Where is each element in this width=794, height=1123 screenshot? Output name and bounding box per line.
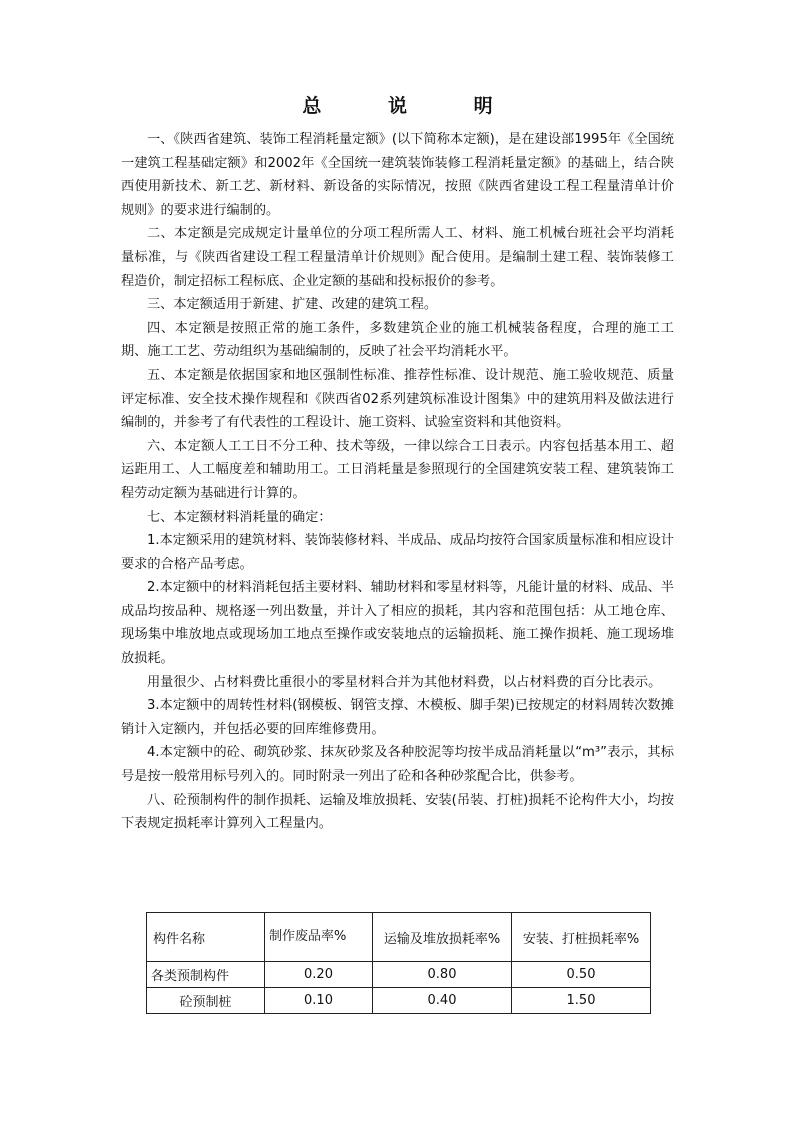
paragraph-7-4: 4.本定额中的砼、砌筑砂浆、抹灰砂浆及各种胶泥等均按半成品消耗量以“m³”表示，其标号是按一般常用标号列入的。同时附录一列出了砼和各种砂浆配合比，供参考。 [121, 745, 674, 785]
paragraph-4: 四、本定额是按照正常的施工条件，多数建筑企业的施工机械装备程度，合理的施工工期、施工工艺、劳动组织为基础编制的，反映了社会平均消耗水平。 [121, 320, 674, 360]
row-component-name: 各类预制构件 [147, 962, 265, 988]
row-install-loss: 1.50 [512, 988, 651, 1014]
paragraph-1: 一、《陕西省建筑、装饰工程消耗量定额》(以下简称本定额)，是在建设部1995年《全国统一建筑工程基础定额》和2002年《全国统一建筑装饰装修工程消耗量定额》的基础上，结合陕西使用新技术、新工艺、新材料、新设备的实际情况，按照《陕西省建设工程工程量清单计价规则》的要求进行编制的。 [121, 132, 674, 218]
table-row [147, 988, 651, 1014]
header-component-name: 构件名称 [147, 913, 265, 962]
paragraph-7-2-note: 用量很少、占材料费比重很小的零星材料合并为其他材料费，以占材料费的百分比表示。 [147, 674, 662, 690]
row-component-name: 砼预制桩 [147, 988, 265, 1014]
header-fabrication-loss: 制作废品率% [265, 913, 373, 962]
paragraph-7-1: 1.本定额采用的建筑材料、装饰装修材料、半成品、成品均按符合国家质量标准和相应设计要求的合格产品考虑。 [121, 533, 674, 572]
header-transport-loss: 运输及堆放损耗率% [373, 913, 512, 962]
paragraph-7: 七、本定额材料消耗量的确定： [147, 509, 332, 525]
paragraph-5: 五、本定额是依据国家和地区强制性标准、推荐性标准、设计规范、施工验收规范、质量评定标准、安全技术操作规程和《陕西省02系列建筑标准设计图集》中的建筑用料及做法进行编制的，并参考了有代表性的工程设计、施工资料、试验室资料和其他资料。 [121, 367, 674, 431]
paragraph-7-2: 2.本定额中的材料消耗包括主要材料、辅助材料和零星材料等，凡能计量的材料、成品、半成品均按品种、规格逐一列出数量，并计入了相应的损耗，其内容和范围包括：从工地仓库、现场集中堆放地点或现场加工地点至操作或安装地点的运输损耗、施工操作损耗、施工现场堆放损耗。 [121, 580, 674, 667]
row-fabrication-loss: 0.20 [265, 962, 373, 988]
page-title: 总 说 明 [302, 95, 523, 117]
document-body [121, 92, 674, 836]
paragraph-3: 三、本定额适用于新建、扩建、改建的建筑工程。 [147, 297, 438, 313]
table-header-row [147, 913, 651, 962]
row-install-loss: 0.50 [512, 962, 651, 988]
paragraph-7-3: 3.本定额中的周转性材料(钢模板、钢管支撑、木模板、脚手架)已按规定的材料周转次数摊销计入定额内，并包括必要的回库维修费用。 [121, 698, 674, 737]
table-row [147, 962, 651, 988]
row-transport-loss: 0.80 [373, 962, 512, 988]
paragraph-8: 八、砼预制构件的制作损耗、运输及堆放损耗、安装(吊装、打桩)损耗不论构件大小，均按下表规定损耗率计算列入工程量内。 [121, 792, 674, 832]
loss-rate-table [146, 912, 651, 1014]
header-install-loss: 安装、打桩损耗率% [512, 913, 651, 962]
row-transport-loss: 0.40 [373, 988, 512, 1014]
paragraph-2: 二、本定额是完成规定计量单位的分项工程所需人工、材料、施工机械台班社会平均消耗量标准，与《陕西省建设工程工程量清单计价规则》配合使用。是编制土建工程、装饰装修工程造价，制定招标工程标底、企业定额的基础和投标报价的参考。 [121, 226, 674, 289]
paragraph-6: 六、本定额人工工日不分工种、技术等级，一律以综合工日表示。内容包括基本用工、超运距用工、人工幅度差和辅助用工。工日消耗量是参照现行的全国建筑安装工程、建筑装饰工程劳动定额为基础进行计算的。 [121, 438, 674, 501]
row-fabrication-loss: 0.10 [265, 988, 373, 1014]
